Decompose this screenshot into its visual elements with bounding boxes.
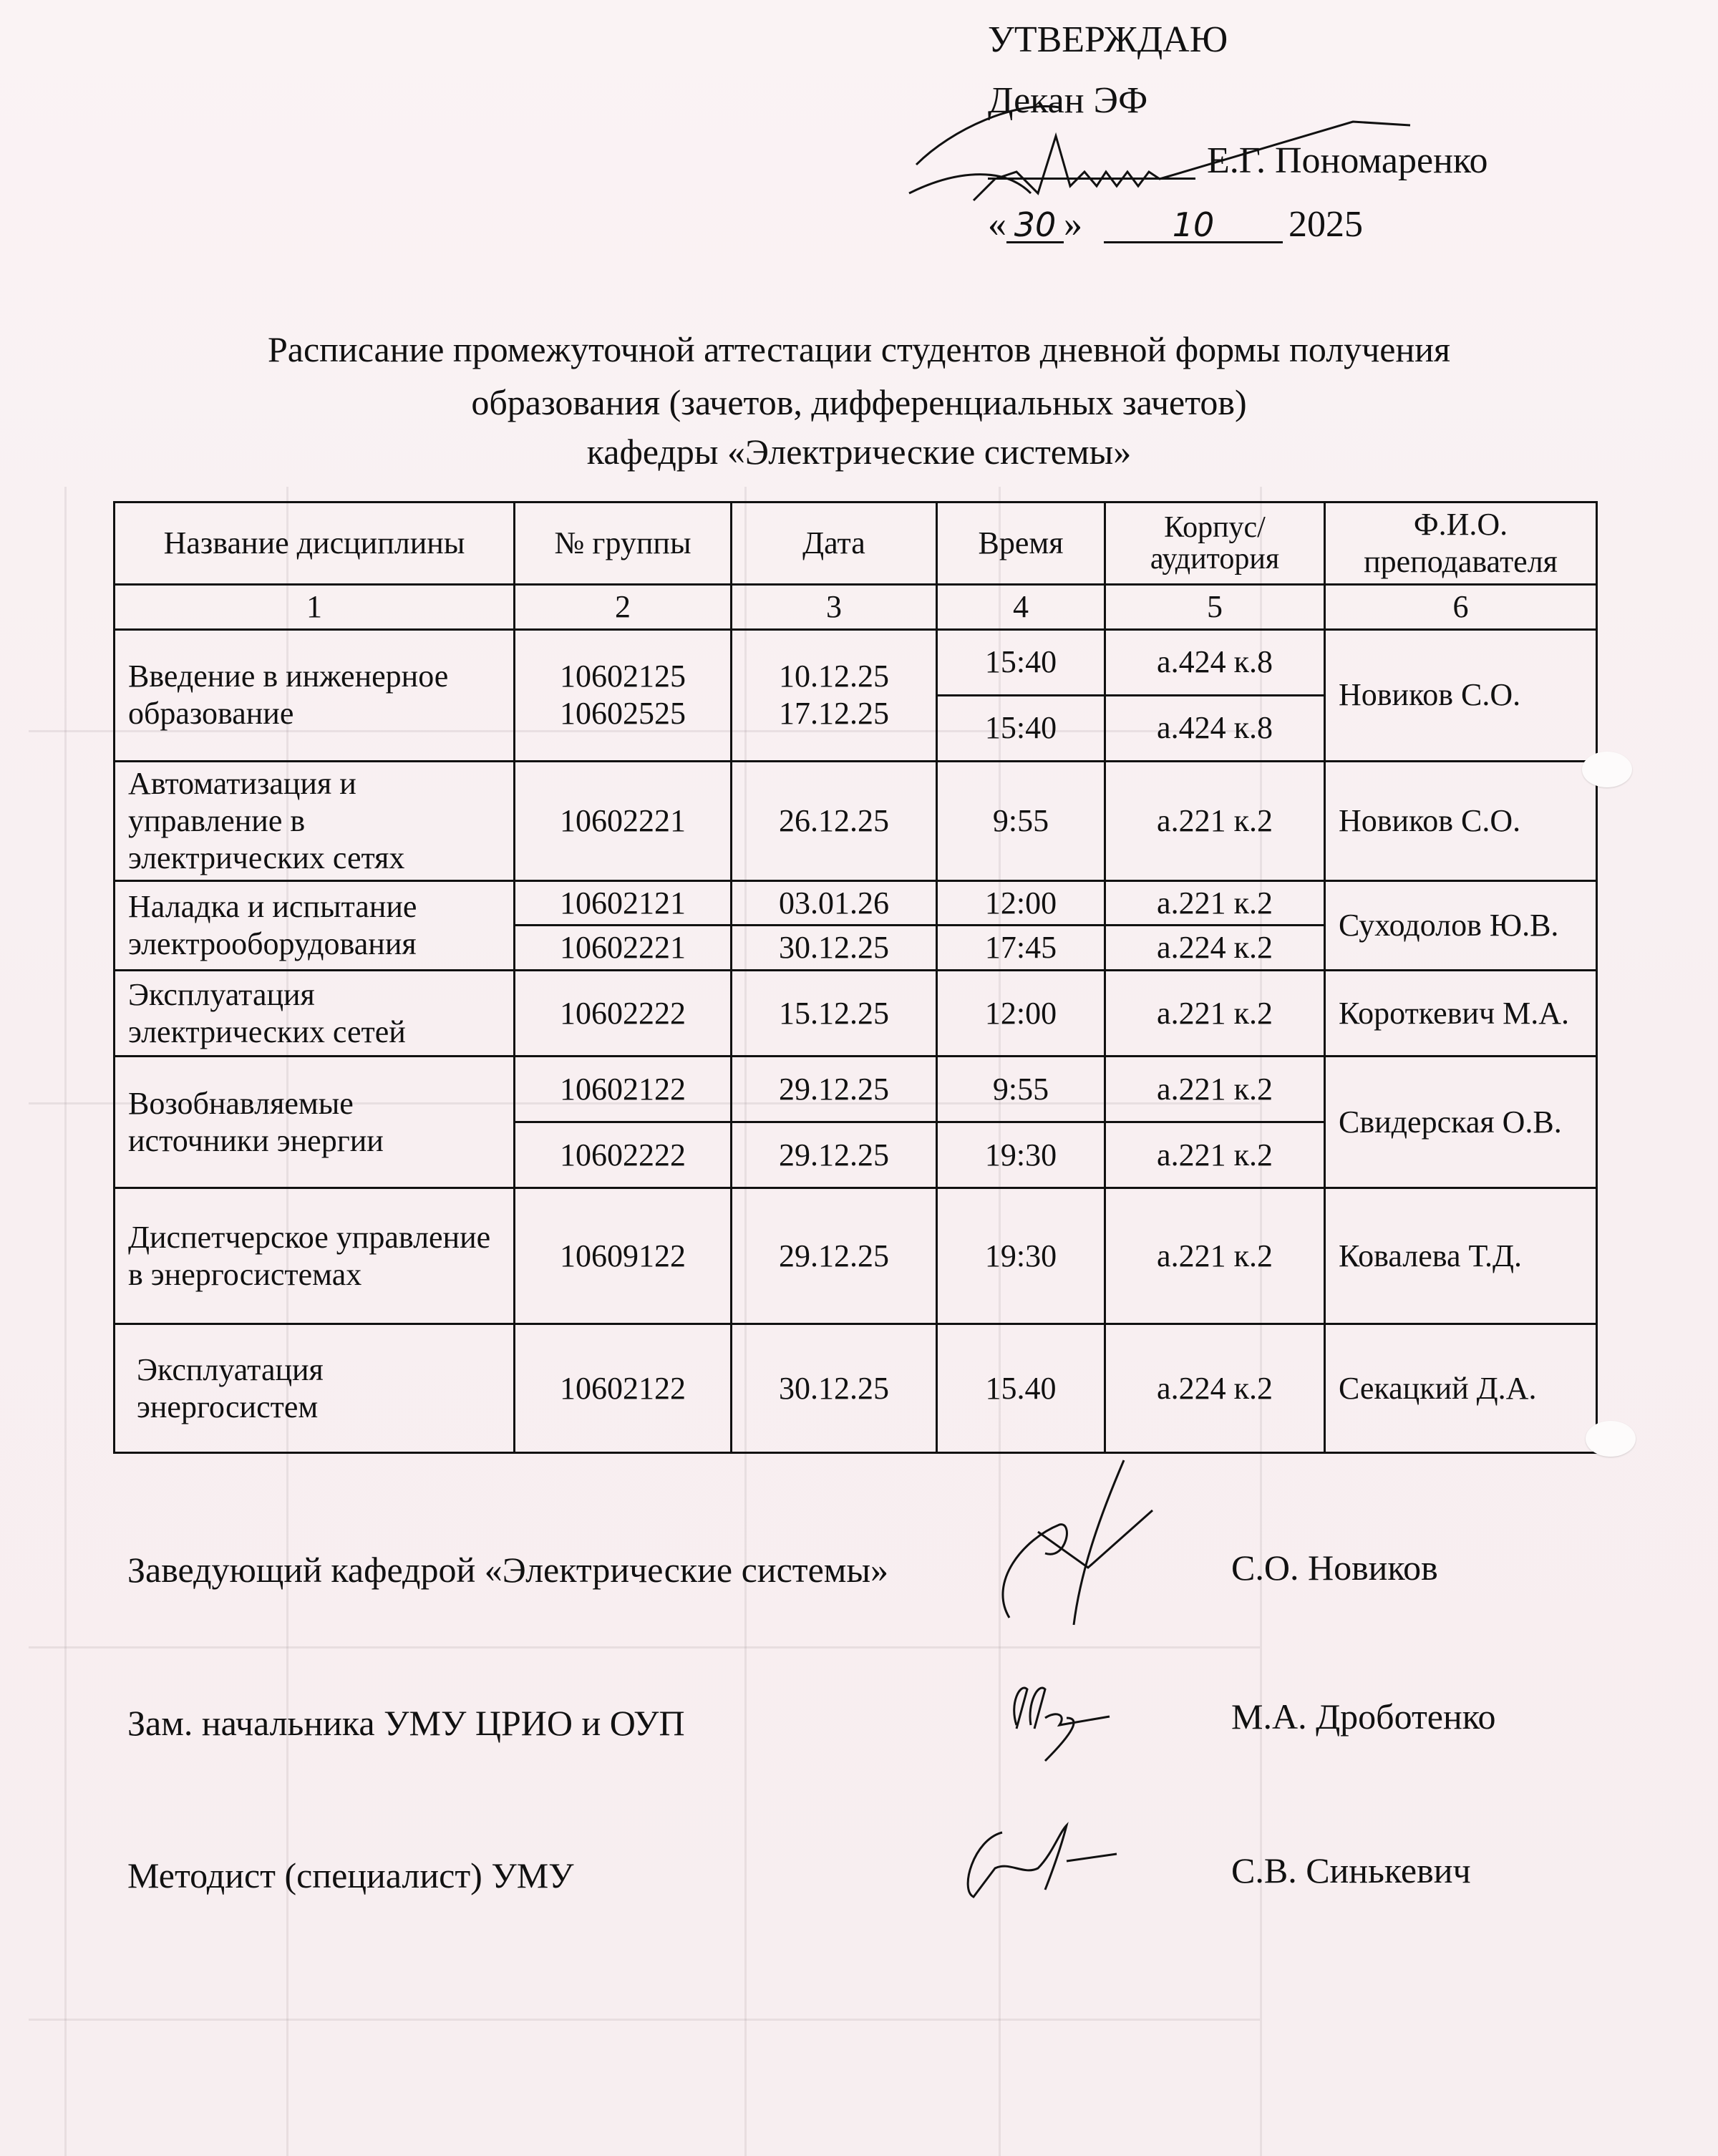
teacher-cell: Короткевич М.А.	[1325, 971, 1597, 1057]
signatory-name: С.В. Синькевич	[1231, 1850, 1471, 1890]
signature-novikov-icon	[995, 1453, 1181, 1639]
teacher-cell: Секацкий Д.А.	[1325, 1324, 1597, 1453]
signature-drobotenko-icon	[988, 1675, 1145, 1775]
table-row	[115, 1324, 1597, 1453]
room-cell: а.221 к.2	[1105, 1122, 1325, 1188]
table-row	[115, 1188, 1597, 1324]
header-discipline: Название дисциплины	[115, 502, 515, 585]
group-cell: 10602125 10602525	[515, 629, 732, 761]
approval-date	[988, 206, 1363, 243]
signatory-name: С.О. Новиков	[1231, 1548, 1438, 1588]
column-number: 1	[115, 584, 515, 629]
header-group: № группы	[515, 502, 732, 585]
discipline-cell: Введение в инженерное образование	[115, 629, 515, 761]
date-cell: 03.01.26	[732, 880, 937, 926]
group-cell: 10602222	[515, 971, 732, 1057]
signatory-role: Заведующий кафедрой «Электрические системы»	[127, 1550, 889, 1590]
room-cell: а.221 к.2	[1105, 761, 1325, 880]
header-room: Корпус/ аудитория	[1105, 502, 1325, 585]
approval-block	[988, 14, 1632, 258]
teacher-cell: Новиков С.О.	[1325, 629, 1597, 761]
discipline-cell: Эксплуатация энергосистем	[115, 1324, 515, 1453]
handwritten-day: 30	[1006, 208, 1064, 243]
teacher-cell: Новиков С.О.	[1325, 761, 1597, 880]
date-cell: 15.12.25	[732, 971, 937, 1057]
table-header-row	[115, 502, 1597, 585]
room-cell: а.221 к.2	[1105, 971, 1325, 1057]
group-cell: 10602122	[515, 1057, 732, 1122]
column-number: 2	[515, 584, 732, 629]
punch-hole	[1586, 1421, 1636, 1457]
room-cell: а.424 к.8	[1105, 695, 1325, 761]
time-cell: 12:00	[937, 971, 1105, 1057]
table-row	[115, 880, 1597, 926]
time-cell: 9:55	[937, 761, 1105, 880]
teacher-cell: Суходолов Ю.В.	[1325, 880, 1597, 971]
discipline-cell: Возобнавляемые источники энергии	[115, 1057, 515, 1188]
room-cell: а.424 к.8	[1105, 629, 1325, 695]
quote-open: «	[988, 204, 1006, 245]
schedule-table	[113, 501, 1598, 1454]
column-number-row	[115, 584, 1597, 629]
time-cell: 15:40	[937, 695, 1105, 761]
date-cell: 29.12.25	[732, 1122, 937, 1188]
table-row	[115, 971, 1597, 1057]
table-row	[115, 1057, 1597, 1122]
approval-name: Е.Г. Пономаренко	[1207, 140, 1488, 181]
document-title-line-2: образования (зачетов, дифференциальных зачетов)	[471, 382, 1247, 422]
group-cell: 10602122	[515, 1324, 732, 1453]
discipline-cell: Диспетчерское управление в энергосистемах	[115, 1188, 515, 1324]
signatory-name: М.А. Дроботенко	[1231, 1696, 1496, 1737]
time-cell: 15:40	[937, 629, 1105, 695]
show-through-line	[29, 1646, 1260, 1648]
discipline-cell: Эксплуатация электрических сетей	[115, 971, 515, 1057]
table-row	[115, 629, 1597, 695]
group-cell: 10602221	[515, 761, 732, 880]
document-title-line-3: кафедры «Электрические системы»	[586, 432, 1132, 472]
table-row	[115, 761, 1597, 880]
room-cell: а.221 к.2	[1105, 1188, 1325, 1324]
approval-title: УТВЕРЖДАЮ	[988, 19, 1228, 60]
header-teacher: Ф.И.О. преподавателя	[1325, 502, 1597, 585]
show-through-line	[29, 2019, 1260, 2021]
group-cell: 10602221	[515, 926, 732, 971]
discipline-cell: Наладка и испытание электрооборудования	[115, 880, 515, 971]
time-cell: 17:45	[937, 926, 1105, 971]
signatory-role: Зам. начальника УМУ ЦРИО и ОУП	[127, 1703, 685, 1743]
approval-year: 2025	[1288, 204, 1363, 245]
teacher-cell: Свидерская О.В.	[1325, 1057, 1597, 1188]
column-number: 6	[1325, 584, 1597, 629]
group-cell: 10609122	[515, 1188, 732, 1324]
time-cell: 9:55	[937, 1057, 1105, 1122]
date-cell: 30.12.25	[732, 1324, 937, 1453]
dean-signature-icon	[909, 86, 1425, 200]
room-cell: а.221 к.2	[1105, 1057, 1325, 1122]
column-number: 5	[1105, 584, 1325, 629]
document-title-line-1: Расписание промежуточной аттестации студентов дневной формы получения	[267, 329, 1451, 369]
time-cell: 12:00	[937, 880, 1105, 926]
date-cell: 26.12.25	[732, 761, 937, 880]
group-cell: 10602222	[515, 1122, 732, 1188]
approval-role: Декан ЭФ	[988, 80, 1148, 121]
quote-close: »	[1064, 204, 1082, 245]
signature-sinkevich-icon	[959, 1811, 1131, 1911]
column-number: 3	[732, 584, 937, 629]
time-cell: 19:30	[937, 1122, 1105, 1188]
discipline-cell: Автоматизация и управление в электрических сетях	[115, 761, 515, 880]
show-through-line	[64, 487, 67, 2156]
header-time: Время	[937, 502, 1105, 585]
time-cell: 19:30	[937, 1188, 1105, 1324]
header-date: Дата	[732, 502, 937, 585]
column-number: 4	[937, 584, 1105, 629]
room-cell: а.224 к.2	[1105, 926, 1325, 971]
date-cell: 29.12.25	[732, 1188, 937, 1324]
room-cell: а.224 к.2	[1105, 1324, 1325, 1453]
punch-hole	[1582, 752, 1632, 787]
room-cell: а.221 к.2	[1105, 880, 1325, 926]
date-cell: 29.12.25	[732, 1057, 937, 1122]
date-cell: 30.12.25	[732, 926, 937, 971]
time-cell: 15.40	[937, 1324, 1105, 1453]
teacher-cell: Ковалева Т.Д.	[1325, 1188, 1597, 1324]
date-cell: 10.12.25 17.12.25	[732, 629, 937, 761]
group-cell: 10602121	[515, 880, 732, 926]
handwritten-month: 10	[1104, 208, 1283, 243]
signatory-role: Методист (специалист) УМУ	[127, 1855, 574, 1895]
